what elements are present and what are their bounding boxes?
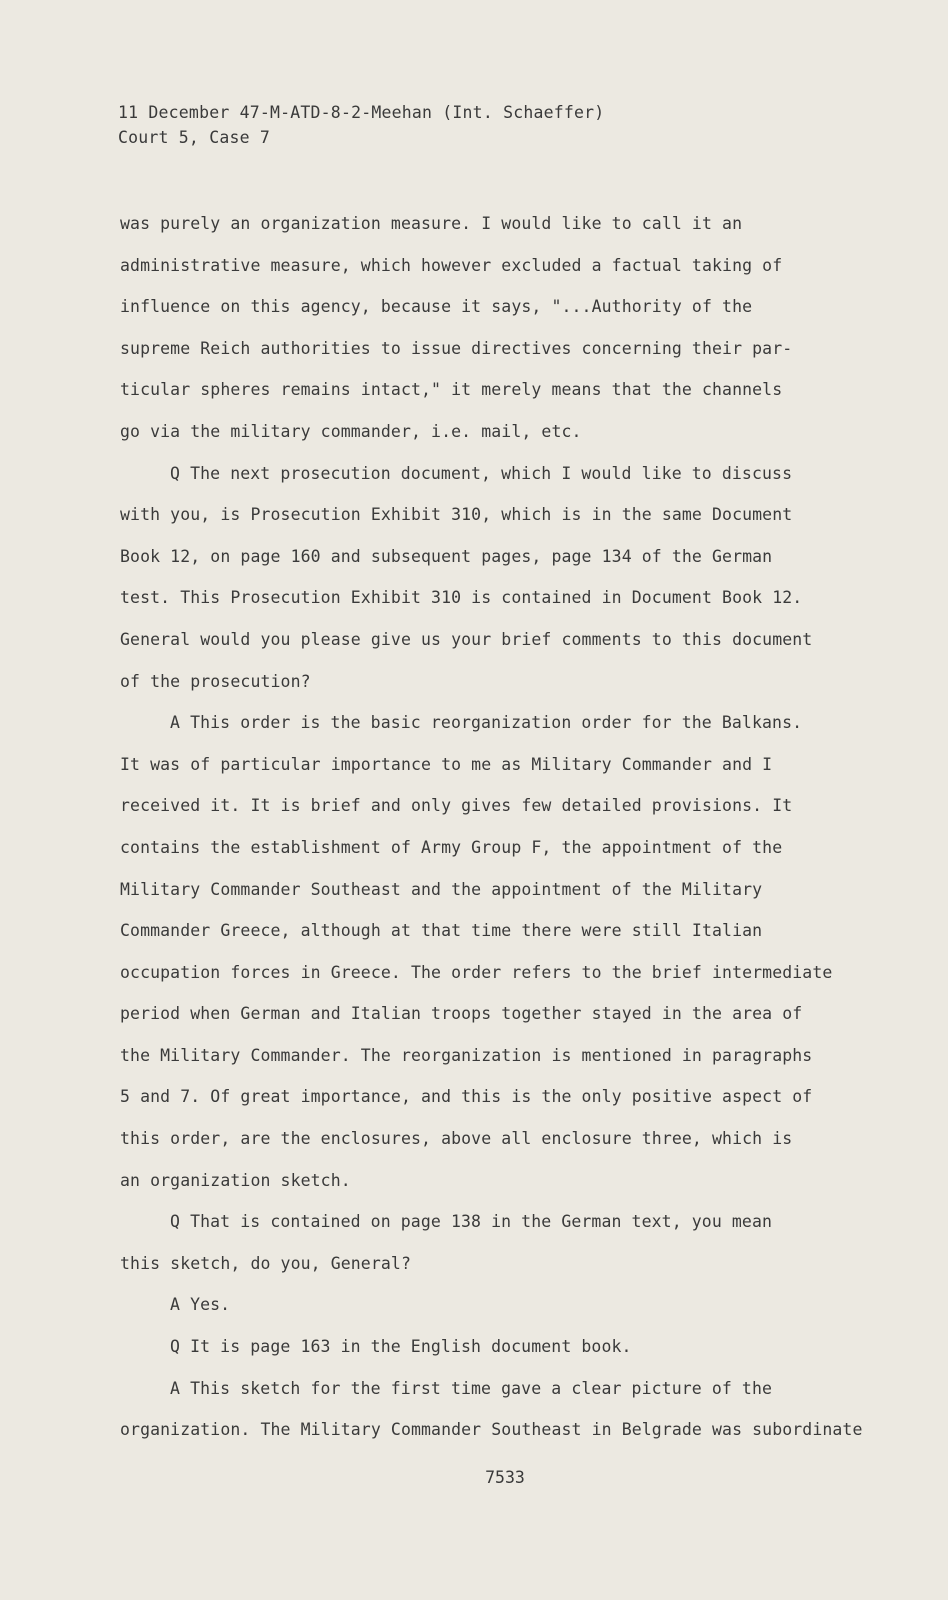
transcript-line: Book 12, on page 160 and subsequent pages, page 134 of the German [120,546,773,566]
transcript-line: organization. The Military Commander Southeast in Belgrade was subordinate [120,1420,863,1440]
transcript-line: contains the establishment of Army Group F, the appointment of the [120,837,783,857]
header-court-line: Court 5, Case 7 [118,128,271,147]
transcript-line: the Military Commander. The reorganization is mentioned in paragraphs [120,1045,813,1065]
transcript-line: A Yes. [170,1295,231,1315]
transcript-line: with you, is Prosecution Exhibit 310, which is in the same Document [120,505,793,525]
transcript-line: influence on this agency, because it says, "...Authority of the [120,297,753,317]
transcript-line: an organization sketch. [120,1170,351,1190]
transcript-line: supreme Reich authorities to issue directives concerning their par- [120,338,793,358]
document-header [118,100,604,150]
transcript-line: administrative measure, which however excluded a factual taking of [120,255,783,275]
transcript-line: this sketch, do you, General? [120,1253,411,1273]
transcript-line: A This order is the basic reorganization order for the Balkans. [170,713,803,733]
transcript-line: period when German and Italian troops together stayed in the area of [120,1004,803,1024]
transcript-line: go via the military commander, i.e. mail, etc. [120,421,582,441]
transcript-line: 5 and 7. Of great importance, and this is the only positive aspect of [120,1087,813,1107]
transcript-line: It was of particular importance to me as Military Commander and I [120,754,773,774]
transcript-line: Q It is page 163 in the English document book. [170,1337,632,1357]
transcript-line: test. This Prosecution Exhibit 310 is contained in Document Book 12. [120,588,803,608]
transcript-line: A This sketch for the first time gave a clear picture of the [170,1378,773,1398]
transcript-line: was purely an organization measure. I would like to call it an [120,214,743,233]
transcript-line: this order, are the enclosures, above all enclosure three, which is [120,1129,793,1149]
transcript-line: of the prosecution? [120,671,311,691]
transcript-body [120,203,890,1451]
transcript-line: Q That is contained on page 138 in the German text, you mean [170,1212,773,1232]
transcript-line: ticular spheres remains intact," it merely means that the channels [120,380,783,400]
header-reference-line: 11 December 47-M-ATD-8-2-Meehan (Int. Schaeffer) [118,103,605,122]
transcript-line: Q The next prosecution document, which I would like to discuss [170,463,793,483]
transcript-line: Commander Greece, although at that time there were still Italian [120,921,763,941]
page-number: 7533 [485,1468,525,1487]
transcript-line: occupation forces in Greece. The order refers to the brief intermediate [120,962,833,982]
transcript-line: General would you please give us your brief comments to this document [120,629,813,649]
transcript-line: Military Commander Southeast and the appointment of the Military [120,879,763,899]
transcript-line: received it. It is brief and only gives few detailed provisions. It [120,796,793,816]
